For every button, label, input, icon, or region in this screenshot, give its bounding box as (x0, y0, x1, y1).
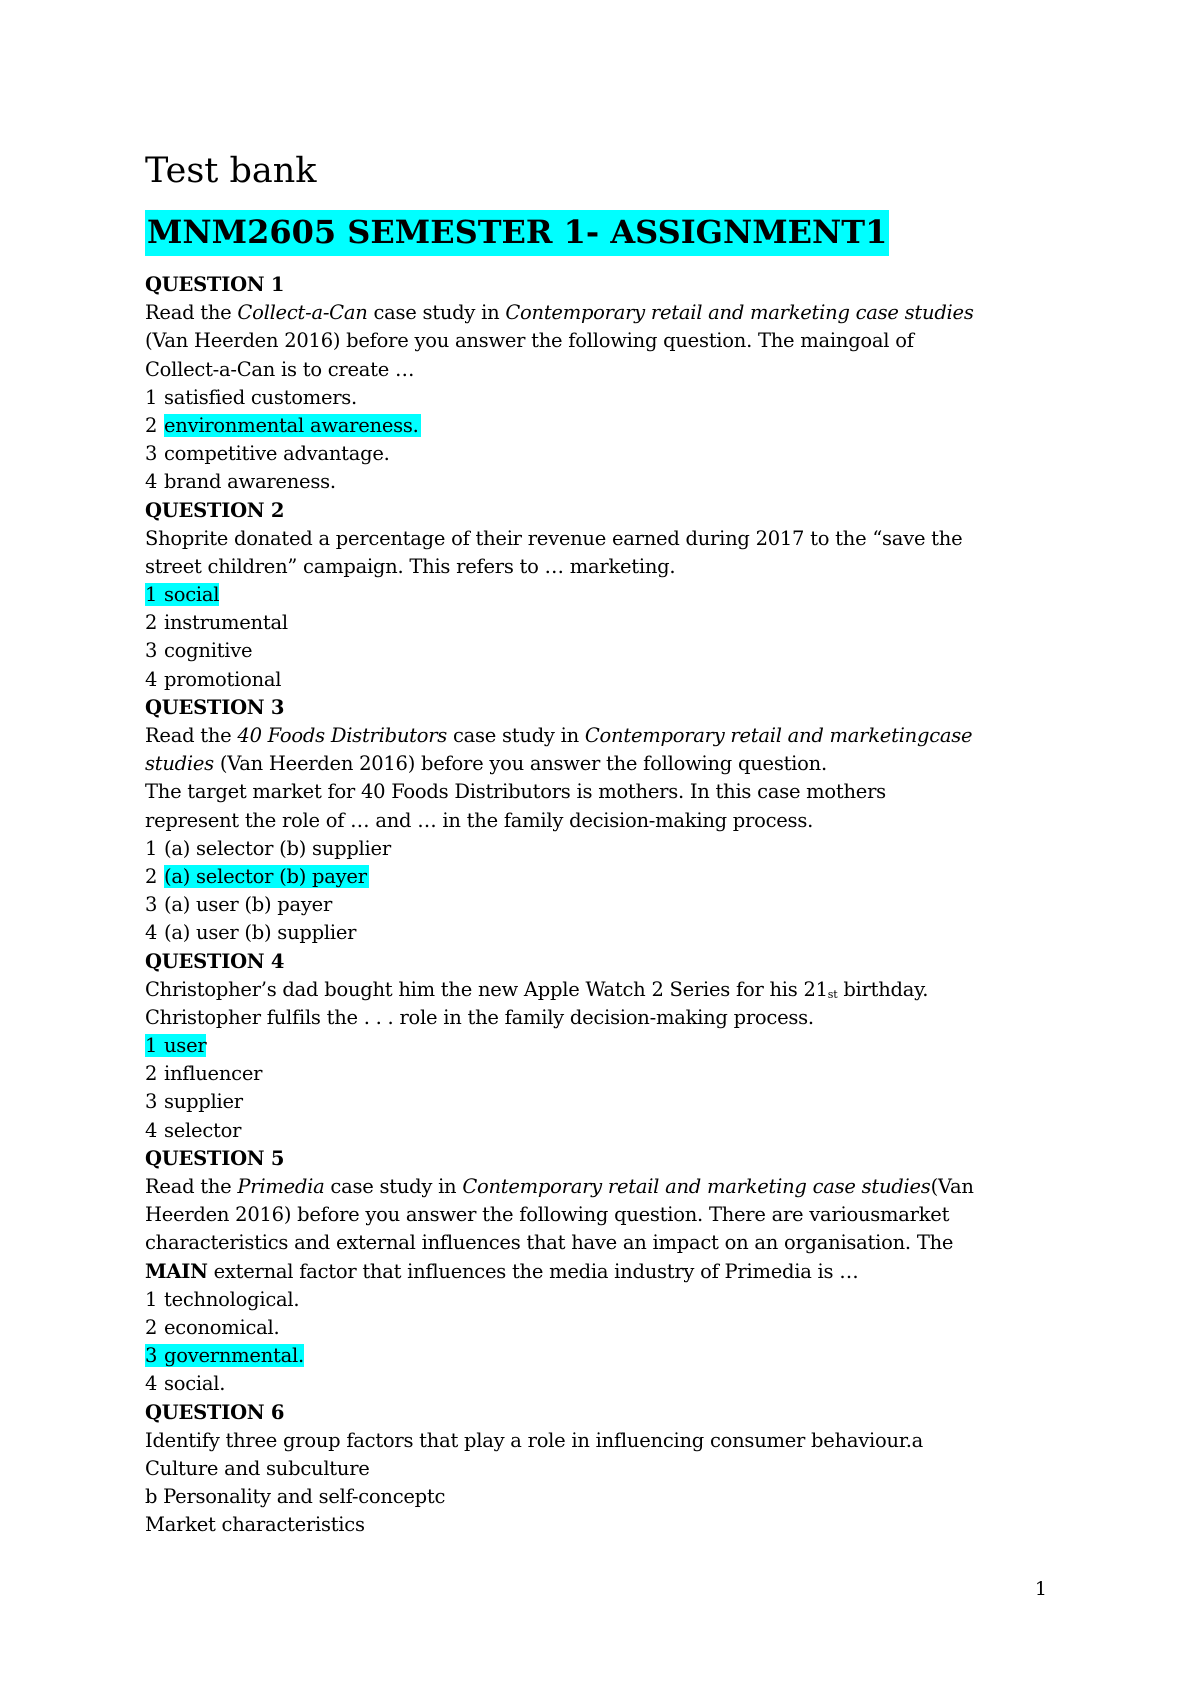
document-title: Test bank (145, 151, 317, 191)
question-6-text-line-1: Identify three group factors that play a role in influencing consumer behaviour.a (145, 1428, 924, 1452)
question-5-text-line-4: MAIN external factor that influences the media industry of Primedia is … (145, 1259, 859, 1283)
question-1-option-1: 1 satisfied customers. (145, 385, 358, 409)
question-4-option-1-answer: 1 user (145, 1034, 207, 1058)
question-1-text-line-1: Read the Collect-a-Can case study in Contemporary retail and marketing case studies (145, 301, 974, 325)
assignment-heading-text: MNM2605 SEMESTER 1- ASSIGNMENT1 (145, 210, 889, 256)
question-5-option-3-answer: 3 governmental. (145, 1344, 304, 1368)
question-4-label: QUESTION 4 (145, 949, 285, 973)
question-6-text-line-4: Market characteristics (145, 1513, 365, 1537)
question-4-option-3: 3 supplier (145, 1090, 243, 1114)
question-3-option-4: 4 (a) user (b) supplier (145, 921, 357, 945)
question-2-option-4: 4 promotional (145, 667, 282, 691)
question-5-text-line-3: characteristics and external influences that have an impact on an organisation. The (145, 1231, 954, 1255)
questions-block (145, 271, 1045, 1539)
question-1-option-3: 3 competitive advantage. (145, 442, 390, 466)
question-3-text-line-4: represent the role of … and … in the family decision-making process. (145, 808, 814, 832)
document-body (145, 142, 1045, 1539)
question-4-text-line-2: Christopher fulfils the . . . role in the family decision-making process. (145, 1005, 814, 1029)
question-2-label: QUESTION 2 (145, 498, 285, 522)
question-4-option-2: 2 influencer (145, 1062, 263, 1086)
question-2-option-1-answer: 1 social (145, 583, 220, 607)
question-2-option-2: 2 instrumental (145, 611, 288, 635)
question-3-text-line-1: Read the 40 Foods Distributors case study in Contemporary retail and marketingcase (145, 724, 973, 747)
assignment-heading (145, 200, 1045, 264)
question-5-option-4: 4 social. (145, 1372, 226, 1396)
question-3-option-2-answer: 2 (a) selector (b) payer (145, 864, 367, 888)
question-1-option-4: 4 brand awareness. (145, 470, 336, 494)
question-1-text-line-3: Collect-a-Can is to create … (145, 357, 415, 381)
question-5-text-line-2: Heerden 2016) before you answer the following question. There are variousmarket (145, 1203, 950, 1227)
question-1-label: QUESTION 1 (145, 273, 285, 296)
question-4-text-line-1: Christopher’s dad bought him the new Apple Watch 2 Series for his $21_{st}$ birthday. (145, 977, 929, 1001)
question-3-text-line-2: studies (Van Heerden 2016) before you answer the following question. (145, 752, 827, 776)
question-2-option-3: 3 cognitive (145, 639, 253, 663)
question-4-option-4: 4 selector (145, 1118, 242, 1142)
page-number: 1 (1034, 1578, 1047, 1600)
question-6-label: QUESTION 6 (145, 1400, 285, 1424)
question-3-label: QUESTION 3 (145, 695, 285, 719)
question-5-text-line-1: Read the Primedia case study in Contemporary retail and marketing case studies(Van (145, 1175, 974, 1198)
question-5-label: QUESTION 5 (145, 1146, 285, 1170)
question-2-text-line-1: Shoprite donated a percentage of their revenue earned during 2017 to the “save the (145, 526, 963, 550)
question-1-option-2-answer: 2 environmental awareness. (145, 413, 419, 437)
question-3-option-3: 3 (a) user (b) payer (145, 893, 333, 917)
question-5-option-2: 2 economical. (145, 1315, 280, 1339)
question-1-text-line-2: (Van Heerden 2016) before you answer the following question. The maingoal of (145, 329, 914, 353)
question-3-option-1: 1 (a) selector (b) supplier (145, 836, 391, 860)
question-5-option-1: 1 technological. (145, 1287, 300, 1311)
question-3-text-line-3: The target market for 40 Foods Distributors is mothers. In this case mothers (145, 780, 886, 804)
question-6-text-line-3: b Personality and self-conceptc (145, 1485, 446, 1509)
question-6-text-line-2: Culture and subculture (145, 1456, 370, 1480)
question-2-text-line-2: street children” campaign. This refers to … marketing. (145, 554, 676, 578)
